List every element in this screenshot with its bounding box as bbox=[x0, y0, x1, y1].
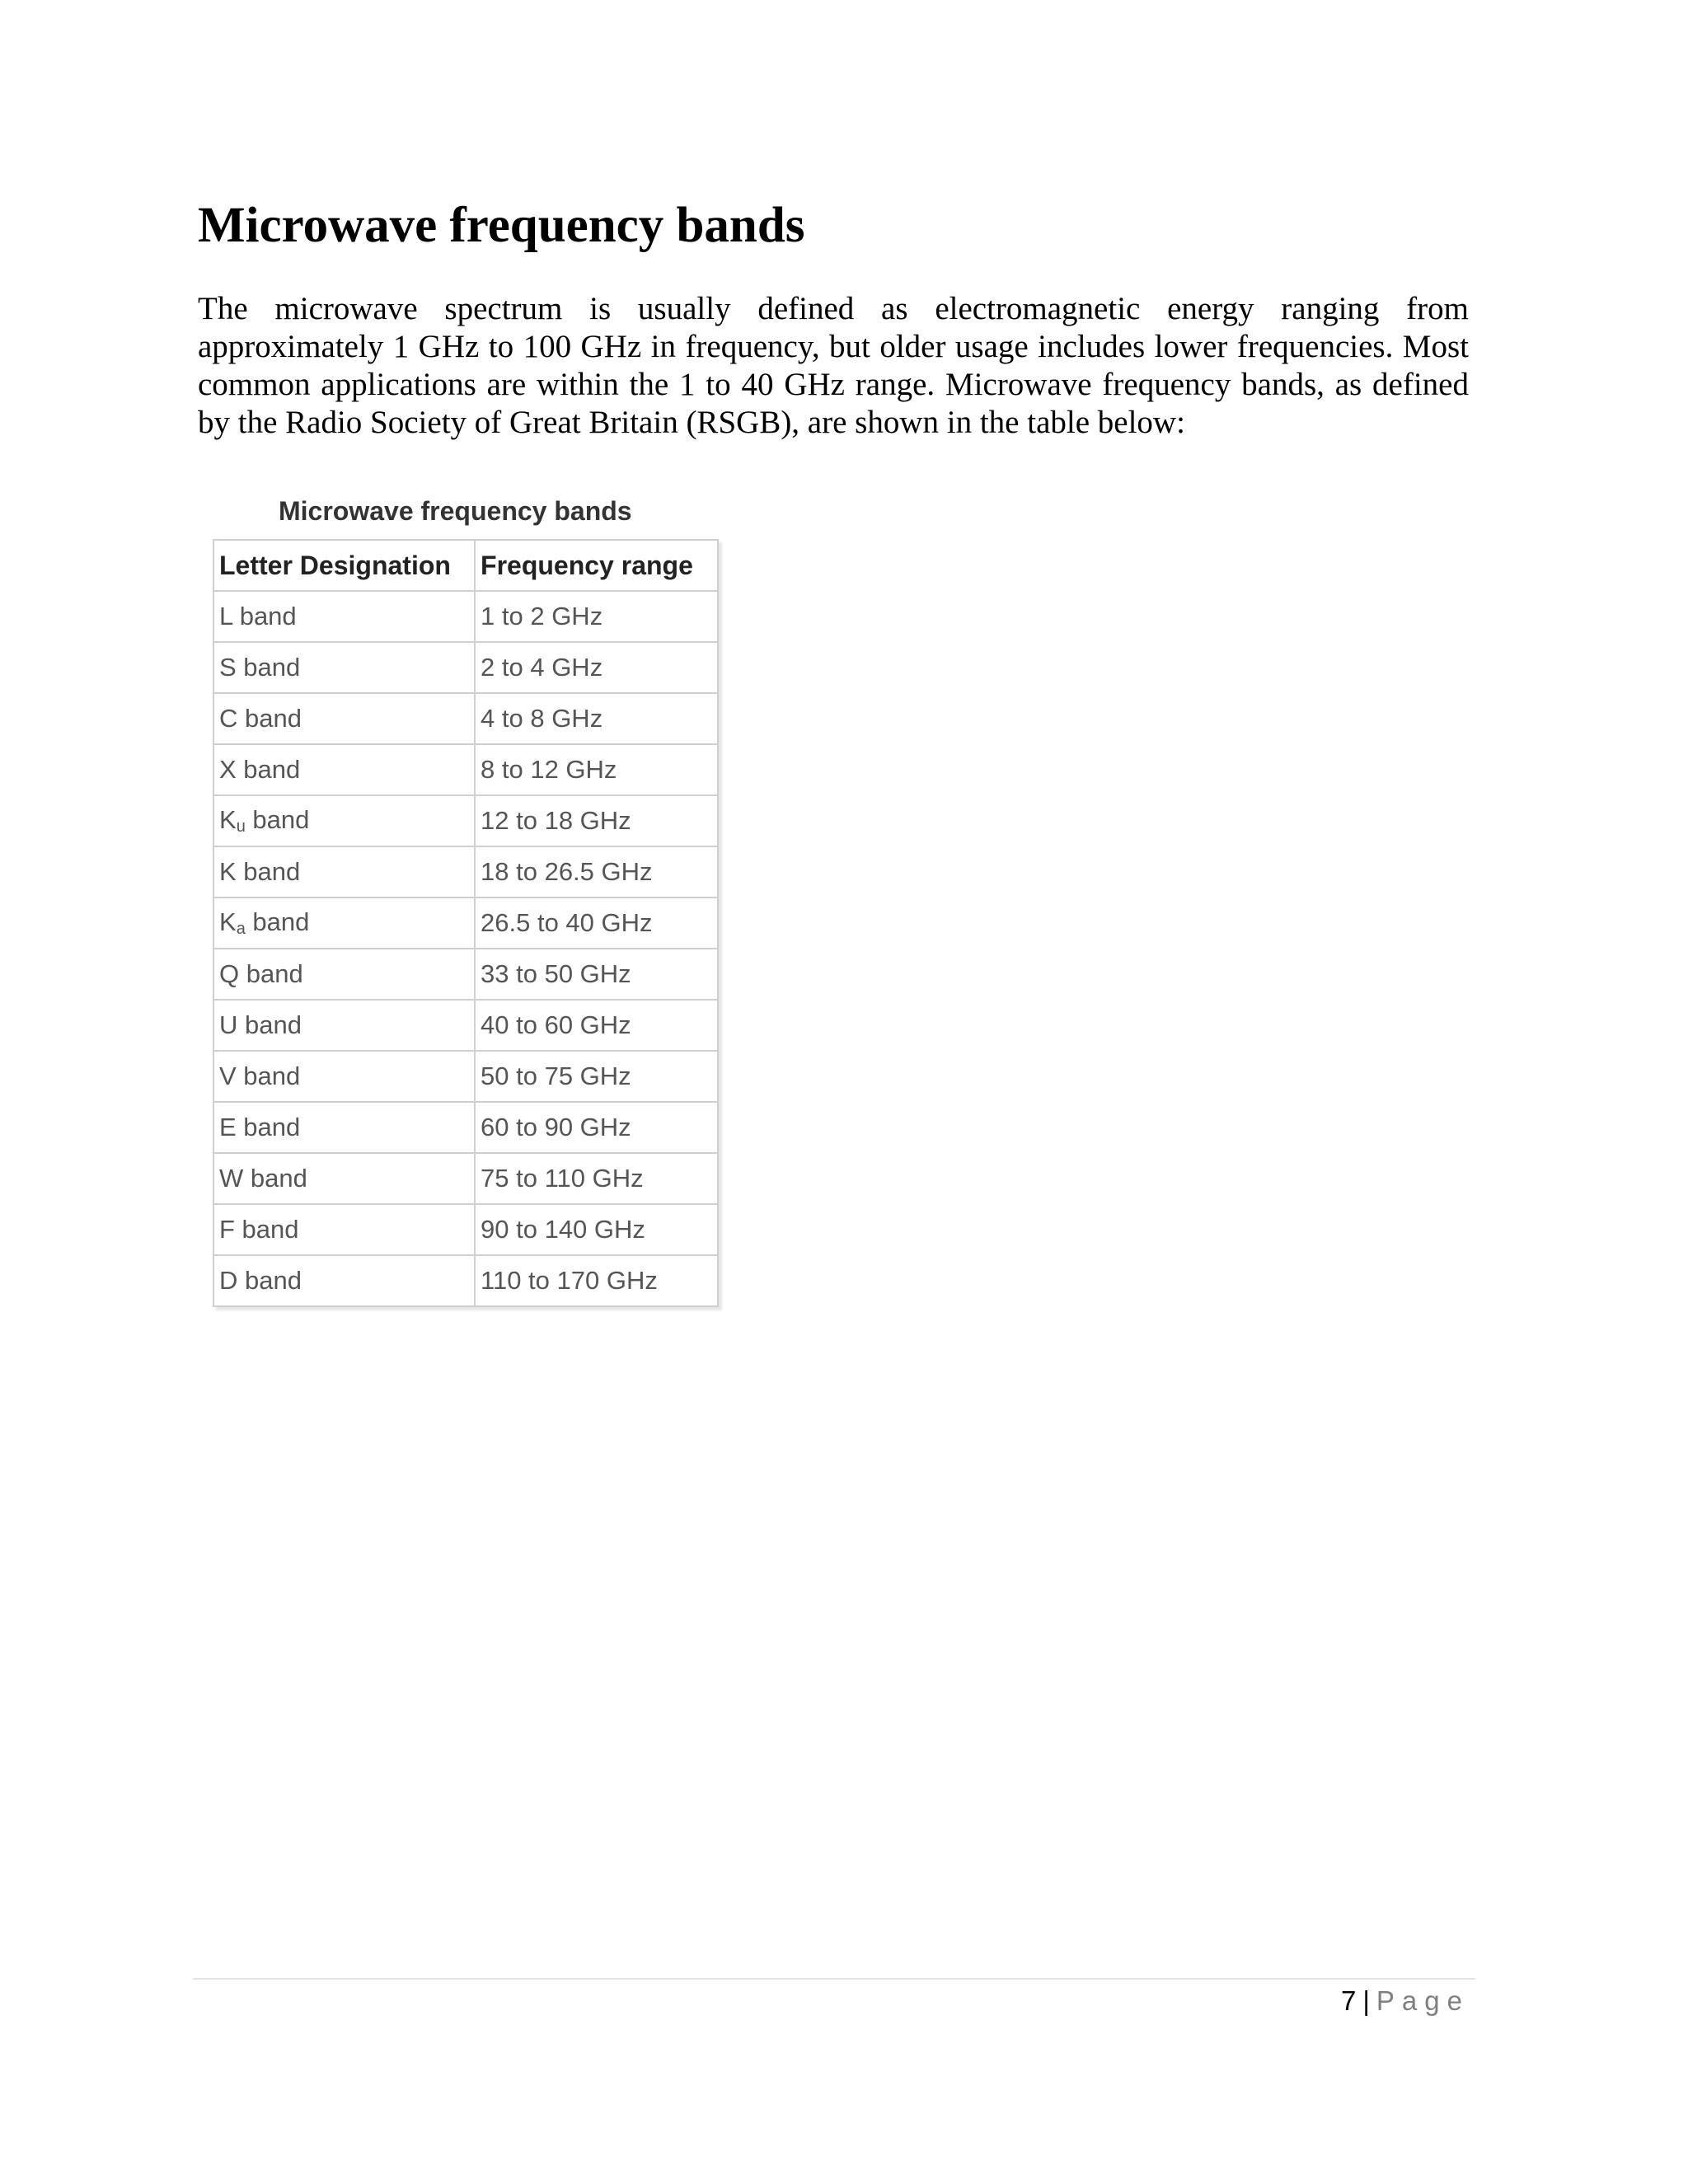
frequency-range-cell: 12 to 18 GHz bbox=[475, 795, 718, 846]
footer-divider bbox=[193, 1978, 1475, 1980]
table-row bbox=[213, 795, 718, 846]
band-designation-cell: V band bbox=[213, 1051, 475, 1102]
band-designation-cell bbox=[213, 795, 475, 846]
page-number bbox=[1341, 1983, 1470, 2019]
frequency-range-cell: 110 to 170 GHz bbox=[475, 1255, 718, 1306]
frequency-range-cell: 2 to 4 GHz bbox=[475, 642, 718, 693]
frequency-bands-table bbox=[213, 539, 719, 1307]
band-designation-cell: W band bbox=[213, 1153, 475, 1204]
table-row bbox=[213, 1102, 718, 1153]
table-row bbox=[213, 846, 718, 898]
band-letter: K bbox=[219, 907, 237, 936]
band-designation-cell: Q band bbox=[213, 949, 475, 1000]
table-row bbox=[213, 898, 718, 949]
band-designation-cell: S band bbox=[213, 642, 475, 693]
table-row bbox=[213, 591, 718, 642]
column-header-letter-designation: Letter Designation bbox=[213, 540, 475, 591]
page-title: Microwave frequency bands bbox=[198, 198, 805, 253]
frequency-range-cell: 4 to 8 GHz bbox=[475, 693, 718, 744]
band-designation-cell: F band bbox=[213, 1204, 475, 1255]
band-designation-cell: E band bbox=[213, 1102, 475, 1153]
frequency-range-cell: 26.5 to 40 GHz bbox=[475, 898, 718, 949]
table-body bbox=[213, 591, 718, 1306]
band-designation-cell: C band bbox=[213, 693, 475, 744]
frequency-range-cell: 33 to 50 GHz bbox=[475, 949, 718, 1000]
band-subscript: a bbox=[236, 920, 246, 938]
band-designation-cell: K band bbox=[213, 846, 475, 898]
table-header-row bbox=[213, 540, 718, 591]
table-row bbox=[213, 744, 718, 795]
page-number-separator: | bbox=[1362, 1985, 1370, 2016]
table-row bbox=[213, 642, 718, 693]
band-designation-cell: X band bbox=[213, 744, 475, 795]
frequency-range-cell: 8 to 12 GHz bbox=[475, 744, 718, 795]
table-row bbox=[213, 693, 718, 744]
band-suffix: band bbox=[245, 805, 310, 834]
table-row bbox=[213, 1204, 718, 1255]
frequency-range-cell: 18 to 26.5 GHz bbox=[475, 846, 718, 898]
band-designation-cell bbox=[213, 898, 475, 949]
frequency-range-cell: 1 to 2 GHz bbox=[475, 591, 718, 642]
table-row bbox=[213, 949, 718, 1000]
page-label: Page bbox=[1376, 1985, 1470, 2016]
frequency-range-cell: 90 to 140 GHz bbox=[475, 1204, 718, 1255]
table-figure bbox=[213, 491, 729, 1307]
band-suffix: band bbox=[245, 907, 310, 936]
column-header-frequency-range: Frequency range bbox=[475, 540, 718, 591]
band-designation-cell: D band bbox=[213, 1255, 475, 1306]
table-row bbox=[213, 1255, 718, 1306]
band-letter: K bbox=[219, 805, 237, 834]
table-row bbox=[213, 1153, 718, 1204]
table-row bbox=[213, 1051, 718, 1102]
band-subscript: u bbox=[236, 818, 246, 836]
frequency-range-cell: 75 to 110 GHz bbox=[475, 1153, 718, 1204]
intro-paragraph: The microwave spectrum is usually defined as electromagnetic energy ranging from approximately 1 GHz to 100 GHz in frequency, but older usage includes lower frequencies. Most common applications are within the 1 to 40 GHz range. Microwave frequency bands, as defined by the Radio Society of Great Britain (RSGB), are shown in the table below: bbox=[198, 291, 1469, 440]
frequency-range-cell: 40 to 60 GHz bbox=[475, 1000, 718, 1051]
frequency-range-cell: 50 to 75 GHz bbox=[475, 1051, 718, 1102]
table-caption: Microwave frequency bands bbox=[279, 496, 632, 526]
band-designation-cell: L band bbox=[213, 591, 475, 642]
table-row bbox=[213, 1000, 718, 1051]
page-number-value: 7 bbox=[1340, 1985, 1357, 2016]
band-designation-cell: U band bbox=[213, 1000, 475, 1051]
frequency-range-cell: 60 to 90 GHz bbox=[475, 1102, 718, 1153]
